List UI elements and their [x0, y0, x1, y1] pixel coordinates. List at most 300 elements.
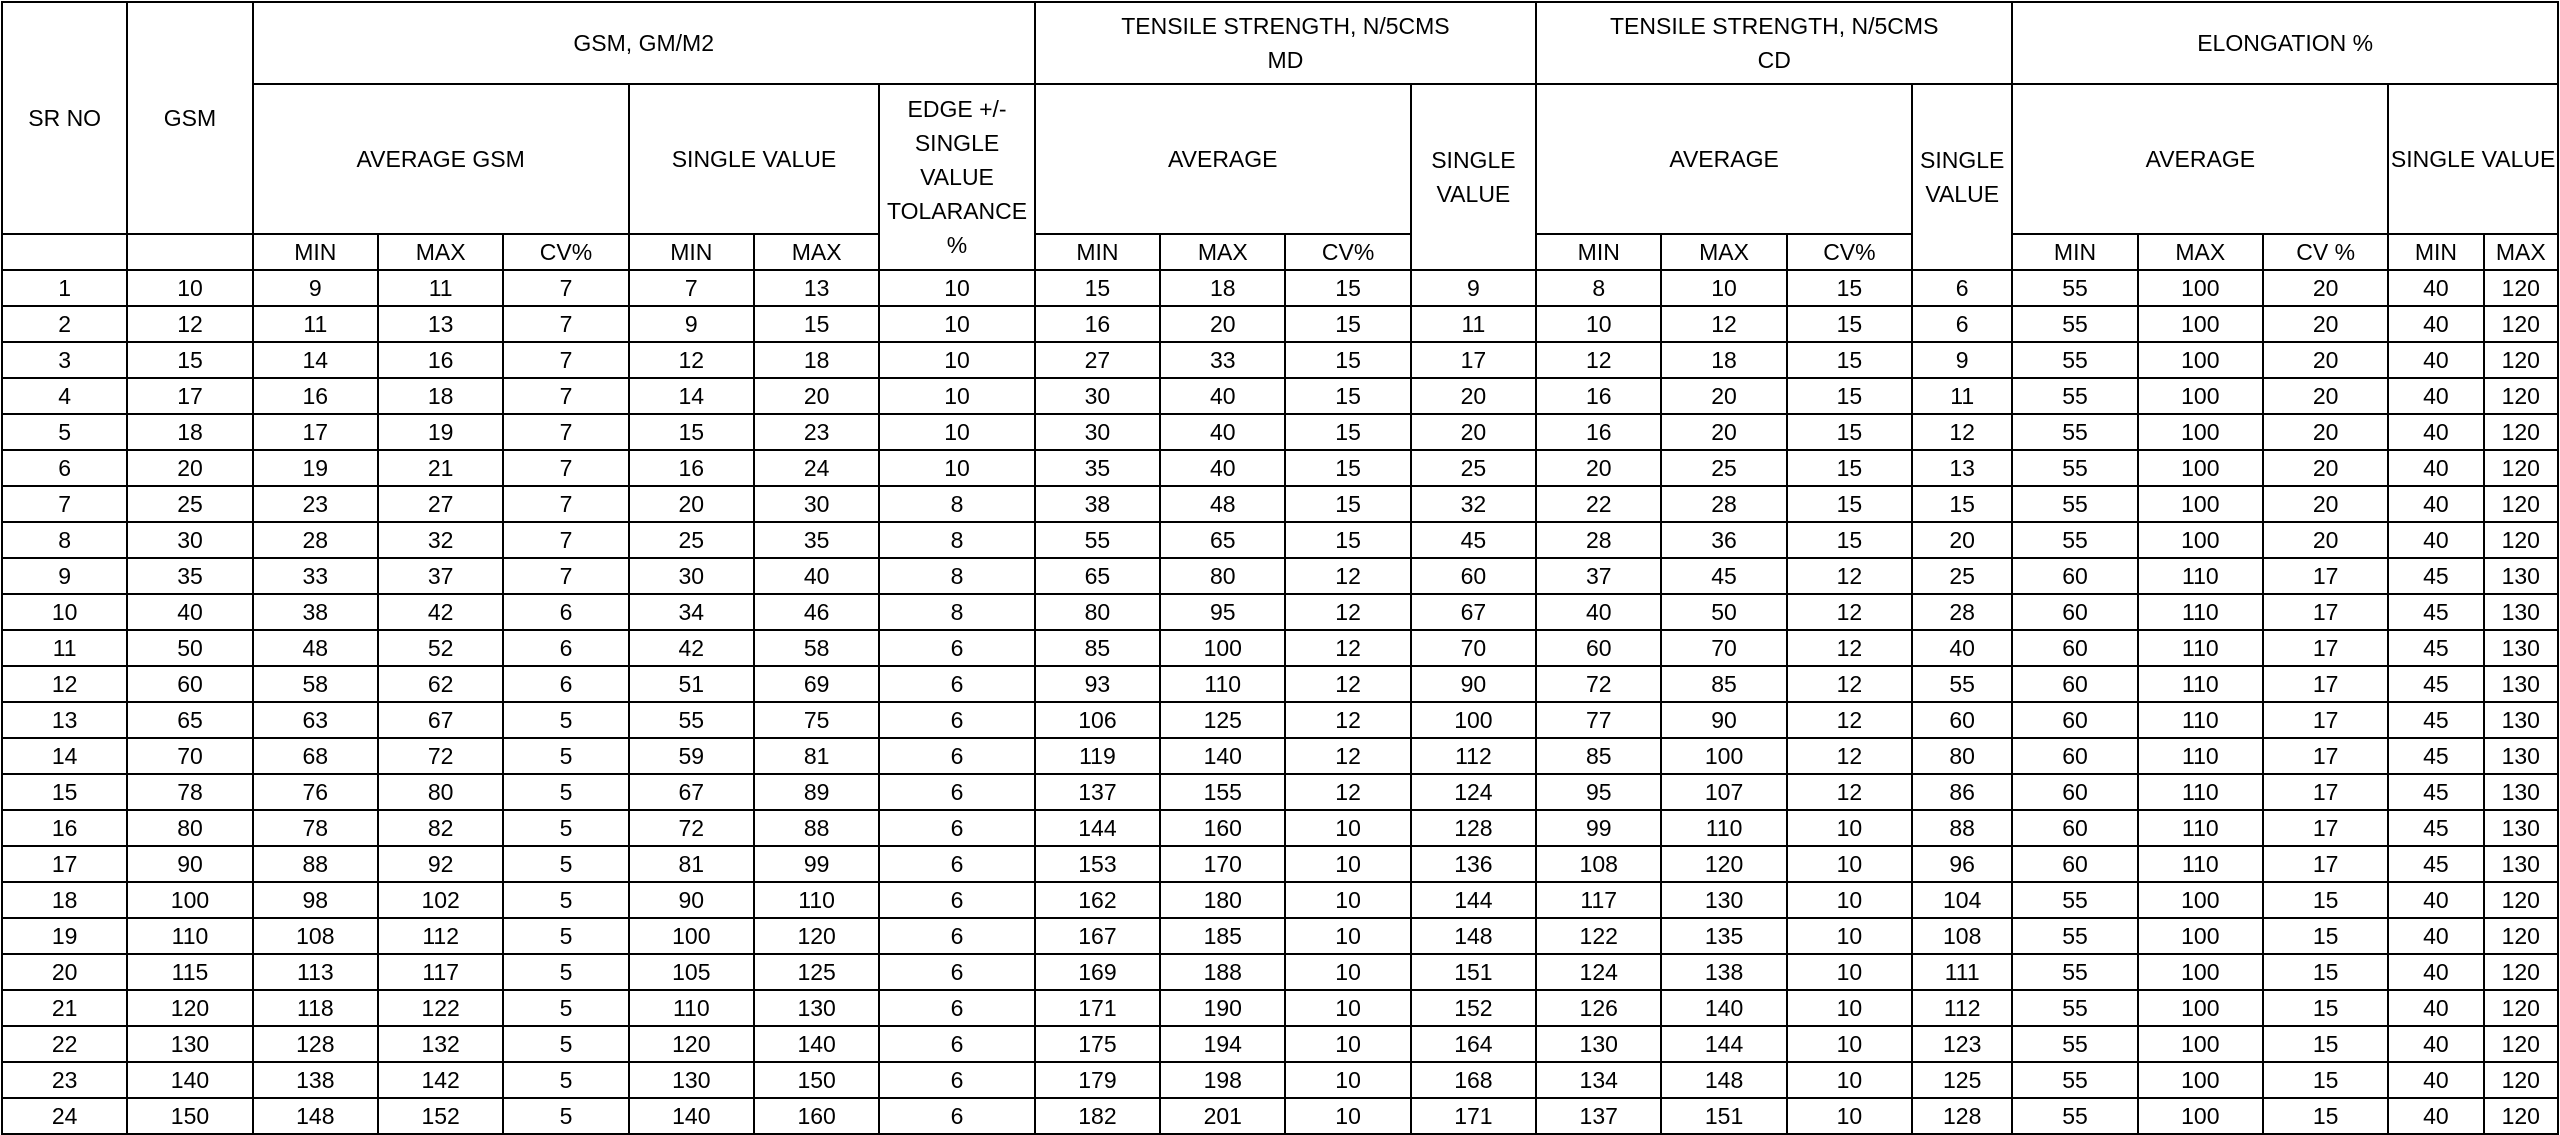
cell-elong-avg-cv: 20: [2263, 522, 2388, 558]
cell-elong-avg-max: 100: [2138, 306, 2263, 342]
table-row: [2, 882, 2558, 918]
cell-cd-avg-cv: 12: [1787, 774, 1912, 810]
cell-elong-single-max: 130: [2484, 702, 2558, 738]
cell-cd-avg-min: 77: [1536, 702, 1661, 738]
cell-md-single-value: 90: [1411, 666, 1536, 702]
cell-cd-avg-max: 144: [1661, 1026, 1786, 1062]
cell-cd-single-value: 104: [1912, 882, 2012, 918]
cell-cd-avg-max: 70: [1661, 630, 1786, 666]
cell-sr-no: 2: [2, 306, 127, 342]
cell-edge-tolerance: 6: [879, 630, 1034, 666]
cell-cd-avg-min: 122: [1536, 918, 1661, 954]
cell-elong-avg-max: 110: [2138, 666, 2263, 702]
cell-cd-avg-cv: 12: [1787, 702, 1912, 738]
cell-cd-avg-cv: 15: [1787, 450, 1912, 486]
cell-avg-gsm-cv: 7: [503, 306, 628, 342]
cell-cd-avg-cv: 10: [1787, 882, 1912, 918]
cell-single-gsm-max: 69: [754, 666, 879, 702]
cell-md-single-value: 100: [1411, 702, 1536, 738]
cell-elong-single-max: 120: [2484, 342, 2558, 378]
header-tensile-md-line2: MD: [1267, 47, 1304, 73]
cell-md-avg-max: 155: [1160, 774, 1285, 810]
cell-cd-single-value: 86: [1912, 774, 2012, 810]
cell-avg-gsm-max: 92: [378, 846, 503, 882]
cell-gsm: 30: [127, 522, 252, 558]
cell-single-gsm-min: 20: [629, 486, 754, 522]
cell-avg-gsm-cv: 5: [503, 882, 628, 918]
cell-elong-avg-max: 110: [2138, 702, 2263, 738]
cell-avg-gsm-max: 67: [378, 702, 503, 738]
cell-md-avg-max: 48: [1160, 486, 1285, 522]
cell-edge-tolerance: 6: [879, 882, 1034, 918]
cell-edge-tolerance: 6: [879, 738, 1034, 774]
cell-elong-single-min: 40: [2388, 486, 2483, 522]
cell-md-avg-min: 15: [1035, 270, 1160, 306]
cell-edge-tolerance: 6: [879, 774, 1034, 810]
cell-md-avg-cv: 15: [1285, 306, 1410, 342]
cell-elong-avg-cv: 15: [2263, 990, 2388, 1026]
cell-elong-avg-min: 60: [2012, 774, 2137, 810]
cell-cd-single-value: 6: [1912, 306, 2012, 342]
cell-cd-avg-max: 45: [1661, 558, 1786, 594]
cell-cd-single-value: 12: [1912, 414, 2012, 450]
cell-md-avg-max: 95: [1160, 594, 1285, 630]
header-average-gsm: AVERAGE GSM: [253, 84, 629, 234]
table-header: [2, 2, 2558, 270]
table-body: [2, 270, 2558, 1134]
cell-cd-single-value: 25: [1912, 558, 2012, 594]
cell-single-gsm-max: 88: [754, 810, 879, 846]
cell-single-gsm-min: 67: [629, 774, 754, 810]
cell-cd-avg-max: 100: [1661, 738, 1786, 774]
cell-edge-tolerance: 10: [879, 342, 1034, 378]
cell-md-single-value: 20: [1411, 414, 1536, 450]
cell-edge-tolerance: 6: [879, 846, 1034, 882]
cell-elong-avg-min: 60: [2012, 594, 2137, 630]
cell-edge-tolerance: 10: [879, 270, 1034, 306]
cell-gsm: 100: [127, 882, 252, 918]
cell-elong-single-min: 45: [2388, 702, 2483, 738]
cell-avg-gsm-cv: 5: [503, 1062, 628, 1098]
header-sr-no-spacer: [2, 234, 127, 270]
cell-edge-tolerance: 6: [879, 954, 1034, 990]
cell-md-avg-cv: 12: [1285, 666, 1410, 702]
cell-gsm: 17: [127, 378, 252, 414]
cell-md-avg-cv: 10: [1285, 1098, 1410, 1134]
cell-avg-gsm-cv: 7: [503, 414, 628, 450]
header-gsm: GSM: [127, 2, 252, 234]
cell-single-gsm-max: 23: [754, 414, 879, 450]
header-md-single-line1: SINGLE: [1431, 147, 1516, 173]
header-md-single-value: [1411, 84, 1536, 270]
cell-elong-single-max: 120: [2484, 990, 2558, 1026]
cell-avg-gsm-max: 117: [378, 954, 503, 990]
cell-elong-avg-min: 55: [2012, 378, 2137, 414]
cell-md-avg-max: 40: [1160, 450, 1285, 486]
cell-elong-avg-max: 110: [2138, 846, 2263, 882]
cell-md-single-value: 70: [1411, 630, 1536, 666]
header-elong-single-max: MAX: [2484, 234, 2558, 270]
cell-avg-gsm-max: 37: [378, 558, 503, 594]
cell-elong-single-min: 40: [2388, 378, 2483, 414]
cell-single-gsm-max: 125: [754, 954, 879, 990]
cell-single-gsm-min: 15: [629, 414, 754, 450]
cell-avg-gsm-min: 63: [253, 702, 378, 738]
cell-single-gsm-min: 120: [629, 1026, 754, 1062]
cell-elong-avg-cv: 15: [2263, 918, 2388, 954]
cell-elong-avg-cv: 17: [2263, 630, 2388, 666]
cell-avg-gsm-min: 138: [253, 1062, 378, 1098]
cell-elong-avg-cv: 17: [2263, 738, 2388, 774]
cell-sr-no: 3: [2, 342, 127, 378]
table-row: [2, 270, 2558, 306]
cell-avg-gsm-min: 58: [253, 666, 378, 702]
cell-cd-single-value: 80: [1912, 738, 2012, 774]
cell-elong-single-min: 40: [2388, 990, 2483, 1026]
cell-elong-single-min: 45: [2388, 846, 2483, 882]
cell-elong-single-max: 120: [2484, 486, 2558, 522]
cell-cd-avg-min: 85: [1536, 738, 1661, 774]
cell-edge-tolerance: 10: [879, 306, 1034, 342]
cell-single-gsm-min: 130: [629, 1062, 754, 1098]
header-elongation: ELONGATION %: [2012, 2, 2558, 84]
cell-sr-no: 18: [2, 882, 127, 918]
cell-avg-gsm-max: 122: [378, 990, 503, 1026]
cell-md-avg-cv: 10: [1285, 1062, 1410, 1098]
cell-avg-gsm-max: 80: [378, 774, 503, 810]
cell-cd-avg-cv: 12: [1787, 738, 1912, 774]
cell-elong-avg-max: 100: [2138, 378, 2263, 414]
header-elong-single-min: MIN: [2388, 234, 2483, 270]
header-tensile-cd-line2: CD: [1757, 47, 1791, 73]
header-cd-avg-cv: CV%: [1787, 234, 1912, 270]
cell-sr-no: 15: [2, 774, 127, 810]
cell-cd-avg-cv: 15: [1787, 306, 1912, 342]
cell-cd-single-value: 111: [1912, 954, 2012, 990]
cell-cd-avg-max: 120: [1661, 846, 1786, 882]
cell-md-avg-min: 162: [1035, 882, 1160, 918]
cell-elong-avg-cv: 20: [2263, 306, 2388, 342]
cell-avg-gsm-min: 98: [253, 882, 378, 918]
cell-gsm: 115: [127, 954, 252, 990]
header-gsm-group: GSM, GM/M2: [253, 2, 1035, 84]
cell-gsm: 65: [127, 702, 252, 738]
cell-elong-avg-cv: 15: [2263, 1026, 2388, 1062]
cell-avg-gsm-cv: 7: [503, 342, 628, 378]
cell-elong-single-min: 45: [2388, 594, 2483, 630]
cell-elong-single-max: 120: [2484, 306, 2558, 342]
cell-md-single-value: 171: [1411, 1098, 1536, 1134]
cell-single-gsm-min: 30: [629, 558, 754, 594]
cell-cd-avg-max: 20: [1661, 414, 1786, 450]
cell-elong-avg-cv: 17: [2263, 774, 2388, 810]
cell-elong-avg-max: 100: [2138, 1026, 2263, 1062]
cell-cd-single-value: 60: [1912, 702, 2012, 738]
cell-cd-avg-min: 20: [1536, 450, 1661, 486]
table-row: [2, 666, 2558, 702]
cell-md-avg-min: 153: [1035, 846, 1160, 882]
cell-avg-gsm-min: 148: [253, 1098, 378, 1134]
cell-elong-single-max: 120: [2484, 1098, 2558, 1134]
cell-gsm: 150: [127, 1098, 252, 1134]
cell-elong-single-min: 40: [2388, 270, 2483, 306]
header-elongation-average: AVERAGE: [2012, 84, 2388, 234]
cell-sr-no: 13: [2, 702, 127, 738]
cell-md-avg-max: 190: [1160, 990, 1285, 1026]
cell-cd-avg-min: 134: [1536, 1062, 1661, 1098]
cell-md-avg-cv: 10: [1285, 954, 1410, 990]
cell-single-gsm-min: 7: [629, 270, 754, 306]
cell-elong-avg-min: 55: [2012, 486, 2137, 522]
cell-cd-single-value: 40: [1912, 630, 2012, 666]
cell-avg-gsm-max: 112: [378, 918, 503, 954]
cell-avg-gsm-cv: 6: [503, 630, 628, 666]
cell-edge-tolerance: 10: [879, 450, 1034, 486]
cell-md-avg-cv: 10: [1285, 882, 1410, 918]
table-row: [2, 810, 2558, 846]
cell-cd-avg-max: 85: [1661, 666, 1786, 702]
cell-elong-avg-cv: 15: [2263, 882, 2388, 918]
header-cd-single-line2: VALUE: [1925, 181, 2000, 207]
cell-md-single-value: 20: [1411, 378, 1536, 414]
header-gsm-spacer: [127, 234, 252, 270]
cell-avg-gsm-cv: 5: [503, 954, 628, 990]
cell-elong-avg-min: 55: [2012, 270, 2137, 306]
cell-md-avg-min: 30: [1035, 378, 1160, 414]
table-row: [2, 342, 2558, 378]
cell-gsm: 35: [127, 558, 252, 594]
cell-cd-single-value: 125: [1912, 1062, 2012, 1098]
table-row: [2, 450, 2558, 486]
cell-elong-avg-max: 110: [2138, 630, 2263, 666]
cell-avg-gsm-cv: 5: [503, 1098, 628, 1134]
cell-single-gsm-min: 140: [629, 1098, 754, 1134]
cell-md-avg-min: 38: [1035, 486, 1160, 522]
cell-cd-avg-min: 108: [1536, 846, 1661, 882]
table-row: [2, 990, 2558, 1026]
cell-single-gsm-max: 20: [754, 378, 879, 414]
cell-elong-avg-cv: 17: [2263, 558, 2388, 594]
cell-elong-avg-cv: 17: [2263, 702, 2388, 738]
cell-elong-avg-cv: 15: [2263, 1098, 2388, 1134]
cell-md-avg-max: 198: [1160, 1062, 1285, 1098]
cell-avg-gsm-cv: 5: [503, 810, 628, 846]
cell-md-avg-cv: 12: [1285, 594, 1410, 630]
cell-elong-avg-max: 100: [2138, 1098, 2263, 1134]
cell-avg-gsm-min: 14: [253, 342, 378, 378]
cell-single-gsm-max: 99: [754, 846, 879, 882]
cell-elong-single-min: 45: [2388, 810, 2483, 846]
cell-cd-single-value: 112: [1912, 990, 2012, 1026]
cell-elong-avg-min: 55: [2012, 414, 2137, 450]
cell-avg-gsm-min: 76: [253, 774, 378, 810]
cell-cd-single-value: 6: [1912, 270, 2012, 306]
header-edge-tolerance: [879, 84, 1034, 270]
cell-edge-tolerance: 8: [879, 522, 1034, 558]
cell-md-single-value: 67: [1411, 594, 1536, 630]
cell-cd-avg-cv: 10: [1787, 810, 1912, 846]
cell-elong-avg-min: 60: [2012, 630, 2137, 666]
cell-avg-gsm-max: 102: [378, 882, 503, 918]
cell-sr-no: 20: [2, 954, 127, 990]
cell-sr-no: 11: [2, 630, 127, 666]
cell-md-avg-min: 179: [1035, 1062, 1160, 1098]
cell-cd-avg-max: 18: [1661, 342, 1786, 378]
cell-md-single-value: 151: [1411, 954, 1536, 990]
cell-cd-avg-max: 10: [1661, 270, 1786, 306]
header-md-avg-min: MIN: [1035, 234, 1160, 270]
header-gsm-single-value: SINGLE VALUE: [629, 84, 880, 234]
cell-elong-avg-min: 55: [2012, 990, 2137, 1026]
cell-single-gsm-max: 58: [754, 630, 879, 666]
header-cd-average: AVERAGE: [1536, 84, 1912, 234]
table-row: [2, 918, 2558, 954]
cell-elong-avg-min: 55: [2012, 954, 2137, 990]
cell-avg-gsm-cv: 6: [503, 666, 628, 702]
table-row: [2, 486, 2558, 522]
cell-single-gsm-min: 34: [629, 594, 754, 630]
cell-cd-avg-min: 130: [1536, 1026, 1661, 1062]
cell-avg-gsm-cv: 7: [503, 270, 628, 306]
cell-md-avg-max: 201: [1160, 1098, 1285, 1134]
cell-avg-gsm-max: 132: [378, 1026, 503, 1062]
cell-edge-tolerance: 6: [879, 1026, 1034, 1062]
cell-elong-single-max: 130: [2484, 738, 2558, 774]
cell-elong-avg-max: 100: [2138, 342, 2263, 378]
table-row: [2, 1026, 2558, 1062]
cell-md-avg-min: 175: [1035, 1026, 1160, 1062]
header-avg-gsm-min: MIN: [253, 234, 378, 270]
cell-md-avg-cv: 15: [1285, 378, 1410, 414]
cell-cd-avg-min: 137: [1536, 1098, 1661, 1134]
cell-md-avg-max: 140: [1160, 738, 1285, 774]
cell-cd-avg-min: 126: [1536, 990, 1661, 1026]
cell-single-gsm-max: 140: [754, 1026, 879, 1062]
cell-gsm: 18: [127, 414, 252, 450]
cell-avg-gsm-min: 9: [253, 270, 378, 306]
cell-sr-no: 12: [2, 666, 127, 702]
cell-md-avg-min: 65: [1035, 558, 1160, 594]
cell-sr-no: 8: [2, 522, 127, 558]
cell-single-gsm-min: 72: [629, 810, 754, 846]
cell-edge-tolerance: 8: [879, 558, 1034, 594]
cell-cd-avg-cv: 15: [1787, 378, 1912, 414]
cell-edge-tolerance: 6: [879, 990, 1034, 1026]
cell-cd-avg-cv: 15: [1787, 414, 1912, 450]
cell-cd-avg-max: 140: [1661, 990, 1786, 1026]
cell-single-gsm-max: 130: [754, 990, 879, 1026]
cell-md-avg-max: 40: [1160, 378, 1285, 414]
cell-gsm: 78: [127, 774, 252, 810]
cell-md-single-value: 45: [1411, 522, 1536, 558]
cell-single-gsm-max: 40: [754, 558, 879, 594]
cell-md-avg-min: 35: [1035, 450, 1160, 486]
cell-cd-avg-min: 8: [1536, 270, 1661, 306]
cell-cd-avg-min: 95: [1536, 774, 1661, 810]
cell-elong-avg-max: 100: [2138, 522, 2263, 558]
cell-md-avg-cv: 10: [1285, 1026, 1410, 1062]
cell-md-single-value: 136: [1411, 846, 1536, 882]
cell-cd-single-value: 55: [1912, 666, 2012, 702]
cell-cd-avg-cv: 10: [1787, 918, 1912, 954]
cell-md-single-value: 32: [1411, 486, 1536, 522]
header-edge-line1: EDGE +/-: [907, 96, 1007, 122]
header-avg-gsm-max: MAX: [378, 234, 503, 270]
cell-cd-avg-cv: 10: [1787, 954, 1912, 990]
cell-elong-avg-cv: 20: [2263, 450, 2388, 486]
header-elong-avg-max: MAX: [2138, 234, 2263, 270]
cell-sr-no: 14: [2, 738, 127, 774]
cell-gsm: 130: [127, 1026, 252, 1062]
cell-elong-avg-min: 55: [2012, 306, 2137, 342]
cell-single-gsm-max: 24: [754, 450, 879, 486]
header-elong-avg-min: MIN: [2012, 234, 2137, 270]
header-cd-single-line1: SINGLE: [1920, 147, 2005, 173]
cell-single-gsm-max: 30: [754, 486, 879, 522]
cell-single-gsm-max: 120: [754, 918, 879, 954]
cell-md-avg-min: 27: [1035, 342, 1160, 378]
cell-cd-avg-max: 12: [1661, 306, 1786, 342]
cell-elong-single-max: 120: [2484, 918, 2558, 954]
cell-edge-tolerance: 6: [879, 1062, 1034, 1098]
table-row: [2, 1098, 2558, 1134]
cell-elong-single-min: 40: [2388, 450, 2483, 486]
table-row: [2, 1062, 2558, 1098]
cell-md-avg-max: 65: [1160, 522, 1285, 558]
cell-elong-avg-cv: 17: [2263, 846, 2388, 882]
cell-elong-avg-min: 55: [2012, 1026, 2137, 1062]
cell-md-single-value: 148: [1411, 918, 1536, 954]
cell-avg-gsm-max: 72: [378, 738, 503, 774]
cell-elong-avg-min: 55: [2012, 918, 2137, 954]
cell-edge-tolerance: 8: [879, 594, 1034, 630]
cell-elong-avg-max: 110: [2138, 774, 2263, 810]
cell-elong-single-max: 130: [2484, 630, 2558, 666]
cell-single-gsm-max: 46: [754, 594, 879, 630]
cell-elong-avg-max: 100: [2138, 1062, 2263, 1098]
cell-elong-avg-min: 55: [2012, 882, 2137, 918]
cell-md-avg-min: 137: [1035, 774, 1160, 810]
cell-cd-avg-max: 138: [1661, 954, 1786, 990]
cell-md-avg-cv: 15: [1285, 450, 1410, 486]
cell-avg-gsm-max: 18: [378, 378, 503, 414]
cell-elong-avg-cv: 20: [2263, 486, 2388, 522]
cell-md-avg-cv: 10: [1285, 846, 1410, 882]
cell-md-single-value: 17: [1411, 342, 1536, 378]
cell-elong-single-max: 120: [2484, 954, 2558, 990]
cell-md-single-value: 25: [1411, 450, 1536, 486]
cell-gsm: 60: [127, 666, 252, 702]
cell-elong-single-max: 130: [2484, 846, 2558, 882]
cell-md-avg-max: 110: [1160, 666, 1285, 702]
header-edge-line4: TOLARANCE: [886, 198, 1028, 224]
cell-single-gsm-max: 18: [754, 342, 879, 378]
cell-avg-gsm-min: 33: [253, 558, 378, 594]
cell-md-avg-max: 18: [1160, 270, 1285, 306]
cell-sr-no: 1: [2, 270, 127, 306]
cell-md-avg-min: 167: [1035, 918, 1160, 954]
cell-md-avg-max: 80: [1160, 558, 1285, 594]
cell-md-avg-min: 169: [1035, 954, 1160, 990]
cell-elong-single-max: 130: [2484, 594, 2558, 630]
cell-single-gsm-max: 15: [754, 306, 879, 342]
cell-cd-avg-cv: 12: [1787, 666, 1912, 702]
cell-md-avg-max: 180: [1160, 882, 1285, 918]
cell-elong-avg-max: 100: [2138, 918, 2263, 954]
cell-avg-gsm-max: 52: [378, 630, 503, 666]
cell-cd-avg-min: 99: [1536, 810, 1661, 846]
cell-avg-gsm-min: 23: [253, 486, 378, 522]
